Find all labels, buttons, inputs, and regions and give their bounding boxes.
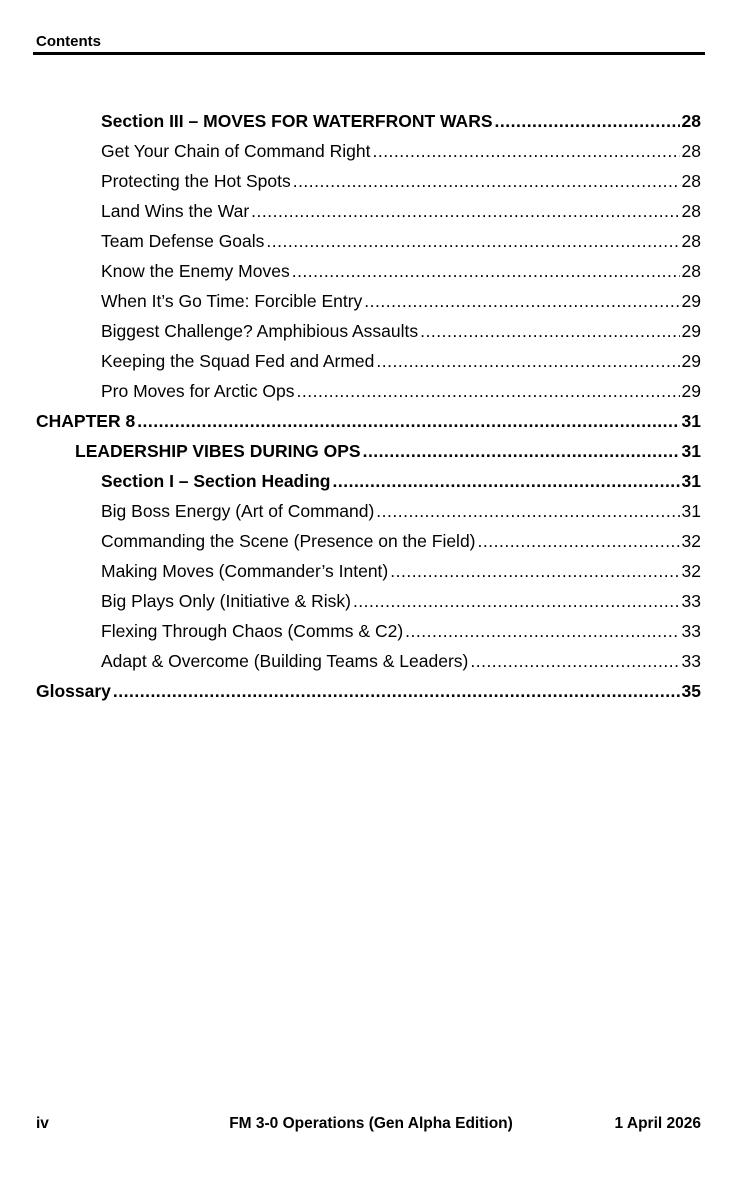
- toc-dot-leader: [405, 616, 679, 646]
- toc-entry-page: 33: [681, 621, 701, 641]
- footer-document-title: FM 3-0 Operations (Gen Alpha Edition): [229, 1115, 513, 1132]
- toc-entry-title: Keeping the Squad Fed and Armed: [101, 351, 375, 371]
- toc-dot-leader: [495, 106, 680, 136]
- toc-entry-title: Making Moves (Commander’s Intent): [101, 561, 389, 581]
- toc-entry-page: 29: [681, 291, 701, 311]
- toc-dot-leader: [420, 316, 679, 346]
- toc-entry-page: 31: [681, 501, 701, 521]
- toc-dot-leader: [478, 526, 680, 556]
- toc-entry-page: 31: [681, 471, 701, 491]
- toc-dot-leader: [363, 436, 680, 466]
- toc-entry-title: Commanding the Scene (Presence on the Field): [101, 531, 476, 551]
- toc-entry-page: 33: [681, 651, 701, 671]
- toc-entry[interactable]: [101, 376, 701, 406]
- toc-entry[interactable]: [101, 616, 701, 646]
- toc-entry[interactable]: [101, 496, 701, 526]
- toc-entry-title: Big Boss Energy (Art of Command): [101, 501, 375, 521]
- header-divider: [33, 52, 705, 55]
- toc-dot-leader: [376, 496, 679, 526]
- toc-entry[interactable]: [101, 256, 701, 286]
- toc-entry-title: Know the Enemy Moves: [101, 261, 290, 281]
- toc-entry-title: Adapt & Overcome (Building Teams & Leaders): [101, 651, 469, 671]
- toc-entry-title: When It’s Go Time: Forcible Entry: [101, 291, 363, 311]
- toc-entry[interactable]: [101, 586, 701, 616]
- toc-entry-page: 28: [681, 171, 701, 191]
- toc-entry[interactable]: [101, 466, 701, 496]
- toc-dot-leader: [251, 196, 679, 226]
- toc-entry[interactable]: [101, 196, 701, 226]
- toc-entry-title: Section III – MOVES FOR WATERFRONT WARS: [101, 111, 493, 131]
- toc-entry-page: 32: [681, 531, 701, 551]
- toc-entry-title: Team Defense Goals: [101, 231, 265, 251]
- toc-entry[interactable]: [101, 346, 701, 376]
- toc-entry-title: Section I – Section Heading: [101, 471, 331, 491]
- toc-dot-leader: [372, 136, 679, 166]
- toc-entry-page: 32: [681, 561, 701, 581]
- toc-entry-title: Protecting the Hot Spots: [101, 171, 291, 191]
- toc-entry-page: 28: [681, 141, 701, 161]
- toc-entry[interactable]: [101, 646, 701, 676]
- toc-dot-leader: [390, 556, 679, 586]
- toc-dot-leader: [333, 466, 680, 496]
- toc-dot-leader: [292, 256, 680, 286]
- toc-entry[interactable]: [101, 226, 701, 256]
- toc-dot-leader: [364, 286, 679, 316]
- toc-entry[interactable]: [101, 526, 701, 556]
- toc-dot-leader: [113, 676, 680, 706]
- toc-entry[interactable]: [101, 136, 701, 166]
- toc-entry-page: 31: [681, 411, 701, 431]
- toc-entry-title: CHAPTER 8: [36, 411, 136, 431]
- footer-page-number: iv: [36, 1115, 49, 1132]
- toc-entry[interactable]: [101, 286, 701, 316]
- toc-entry[interactable]: [36, 676, 701, 706]
- toc-dot-leader: [470, 646, 679, 676]
- toc-entry-page: 28: [681, 201, 701, 221]
- toc-entry-page: 33: [681, 591, 701, 611]
- toc-entry-page: 29: [681, 321, 701, 341]
- toc-entry-title: Get Your Chain of Command Right: [101, 141, 371, 161]
- toc-entry-page: 35: [681, 681, 701, 701]
- toc-entry-title: Land Wins the War: [101, 201, 250, 221]
- toc-entry-title: Glossary: [36, 681, 111, 701]
- toc-entry[interactable]: [101, 166, 701, 196]
- toc-entry[interactable]: [101, 316, 701, 346]
- toc-entry-page: 28: [681, 261, 701, 281]
- page-header-title: Contents: [36, 33, 101, 50]
- toc-entry-title: Flexing Through Chaos (Comms & C2): [101, 621, 404, 641]
- toc-dot-leader: [266, 226, 679, 256]
- toc-dot-leader: [297, 376, 680, 406]
- toc-dot-leader: [376, 346, 679, 376]
- toc-entry-title: Big Plays Only (Initiative & Risk): [101, 591, 351, 611]
- toc-entry[interactable]: [75, 436, 701, 466]
- toc-dot-leader: [137, 406, 679, 436]
- toc-entry-page: 29: [681, 351, 701, 371]
- toc-entry-title: Pro Moves for Arctic Ops: [101, 381, 295, 401]
- footer-date: 1 April 2026: [614, 1115, 701, 1132]
- toc-entry-page: 31: [681, 441, 701, 461]
- toc-entry[interactable]: [36, 406, 701, 436]
- toc-dot-leader: [293, 166, 680, 196]
- toc-entry[interactable]: [101, 556, 701, 586]
- toc-entry-page: 29: [681, 381, 701, 401]
- toc-entry-title: Biggest Challenge? Amphibious Assaults: [101, 321, 419, 341]
- toc-dot-leader: [353, 586, 680, 616]
- table-of-contents: [0, 106, 749, 706]
- toc-entry[interactable]: [101, 106, 701, 136]
- toc-entry-title: LEADERSHIP VIBES DURING OPS: [75, 441, 361, 461]
- toc-entry-page: 28: [681, 111, 701, 131]
- toc-entry-page: 28: [681, 231, 701, 251]
